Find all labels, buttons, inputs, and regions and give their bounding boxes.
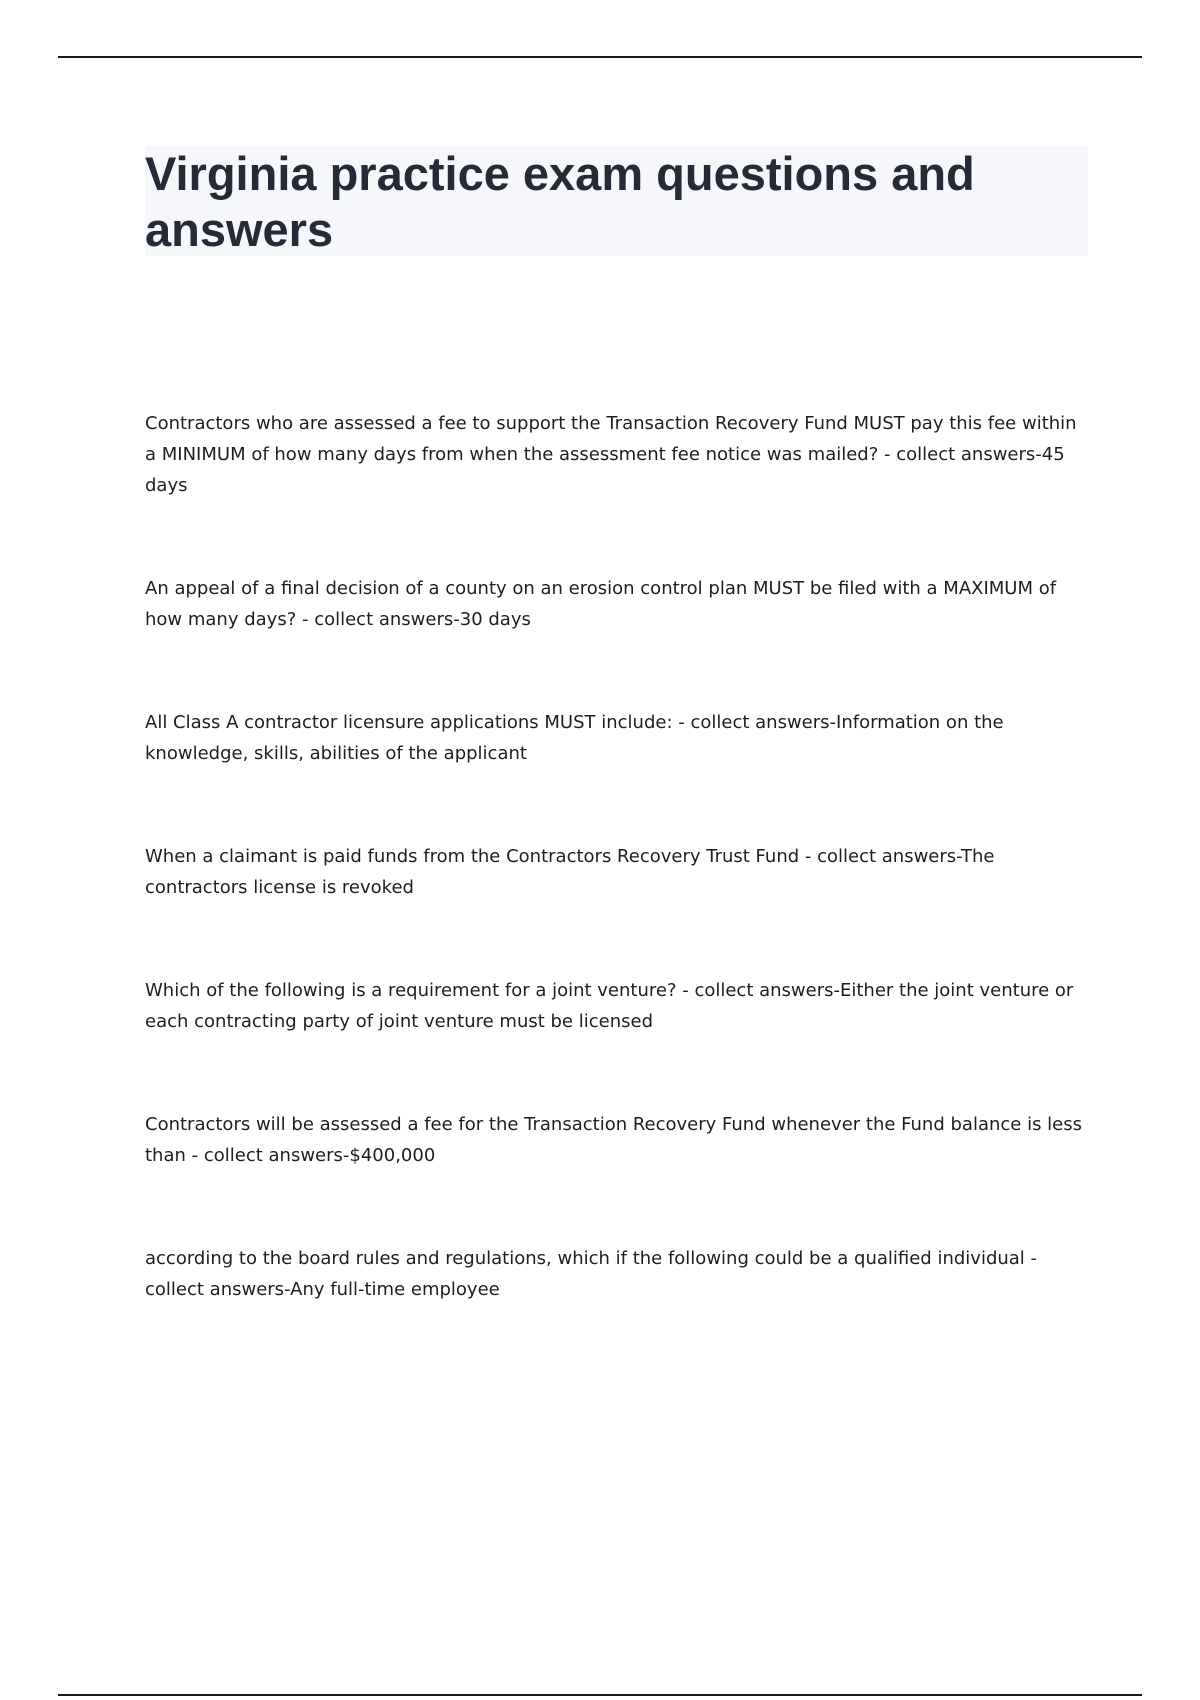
qa-item: An appeal of a final decision of a county on an erosion control plan MUST be filed with a MAXIMUM of how many days? - collect answers-30 days xyxy=(145,578,1057,630)
header-rule xyxy=(58,56,1142,58)
qa-item: according to the board rules and regulations, which if the following could be a qualified individual - collect answers-Any full-time employee xyxy=(145,1248,1038,1300)
footer-rule xyxy=(58,1694,1142,1696)
qa-list xyxy=(145,408,1085,1305)
qa-item: Contractors who are assessed a fee to support the Transaction Recovery Fund MUST pay this fee within a MINIMUM of how many days from when the assessment fee notice was mailed? - collect answers-45 days xyxy=(145,413,1077,496)
title-block xyxy=(145,146,1088,256)
qa-item: Which of the following is a requirement for a joint venture? - collect answers-Either the joint venture or each contracting party of joint venture must be licensed xyxy=(145,980,1074,1032)
page-title: Virginia practice exam questions and answers xyxy=(145,147,975,256)
qa-item: When a claimant is paid funds from the Contractors Recovery Trust Fund - collect answers-The contractors license is revoked xyxy=(145,846,995,898)
qa-item: All Class A contractor licensure applications MUST include: - collect answers-Information on the knowledge, skills, abilities of the applicant xyxy=(145,712,1004,764)
qa-item: Contractors will be assessed a fee for the Transaction Recovery Fund whenever the Fund balance is less than - collect answers-$400,000 xyxy=(145,1114,1083,1166)
